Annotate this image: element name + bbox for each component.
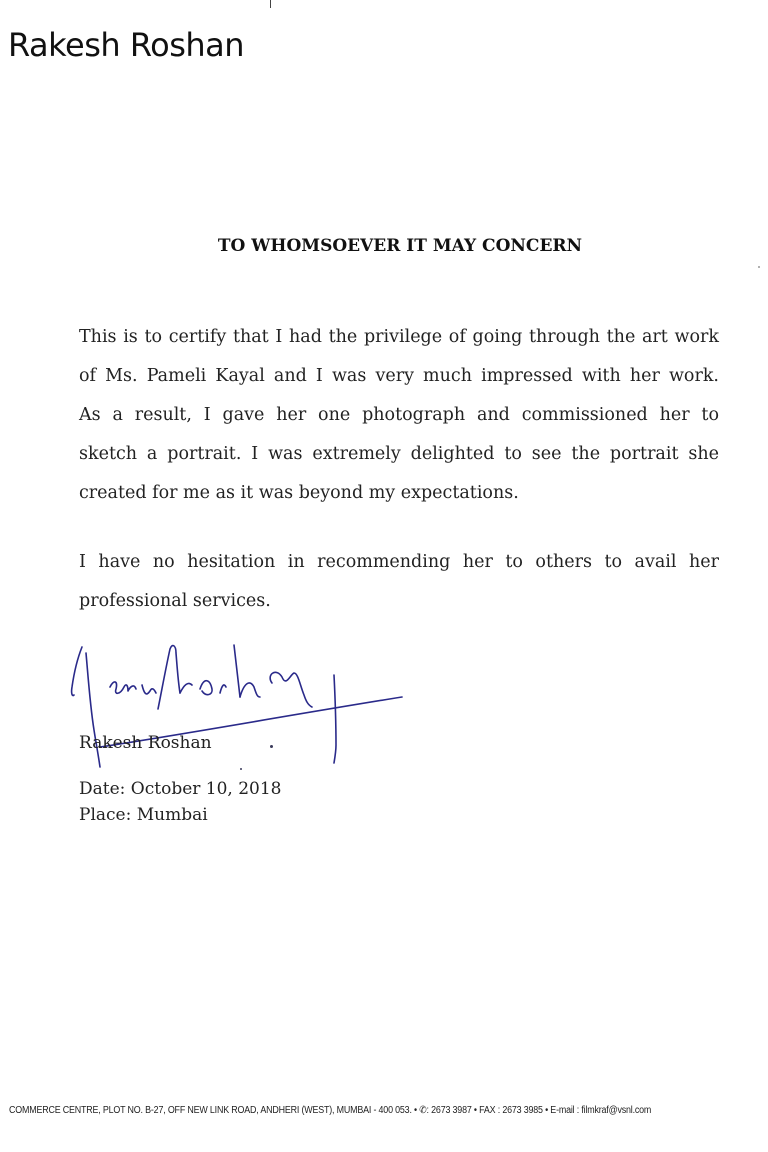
signature-stroke [110, 682, 136, 693]
body-paragraph-1 [79, 318, 719, 513]
body-line: As a result, I gave her one photograph and commissioned her to [79, 405, 719, 425]
body-line: professional services. [79, 591, 271, 611]
handwritten-signature [60, 635, 420, 785]
signature-stroke [158, 646, 180, 709]
body-line: of Ms. Pameli Kayal and I was very much impressed with her work. [79, 366, 719, 386]
signature-stroke [270, 672, 312, 707]
signature-stroke [200, 681, 212, 695]
signature-stroke [72, 647, 82, 696]
date-line: Date: October 10, 2018 [79, 779, 282, 799]
page-title: TO WHOMSOEVER IT MAY CONCERN [217, 236, 583, 256]
scan-speck [758, 266, 760, 268]
signature-stroke [180, 683, 192, 693]
place-line: Place: Mumbai [79, 805, 208, 825]
signatory-name: Rakesh Roshan [79, 733, 212, 753]
body-line: created for me as it was beyond my expectations. [79, 483, 519, 503]
body-line: This is to certify that I had the privilege of going through the art work [79, 327, 719, 347]
signature-stroke [334, 675, 336, 763]
body-paragraph-2 [79, 543, 719, 621]
footer-address: COMMERCE CENTRE, PLOT NO. B-27, OFF NEW LINK ROAD, ANDHERI (WEST), MUMBAI - 400 053. • ✆: 2673 3987 • FAX : 2673 3985 • E-mail : filmkraf@vsnl.com [9, 1105, 652, 1116]
signature-stroke [234, 645, 240, 697]
ink-speck [240, 768, 242, 770]
signature-stroke [220, 685, 226, 693]
ink-speck [270, 745, 273, 748]
signature-stroke [142, 685, 156, 694]
body-line: I have no hesitation in recommending her to others to avail her [79, 552, 719, 572]
body-line: sketch a portrait. I was extremely delighted to see the portrait she [79, 444, 719, 464]
letterhead-name: Rakesh Roshan [8, 26, 245, 64]
signature-stroke [240, 683, 260, 697]
scan-mark [270, 0, 271, 8]
